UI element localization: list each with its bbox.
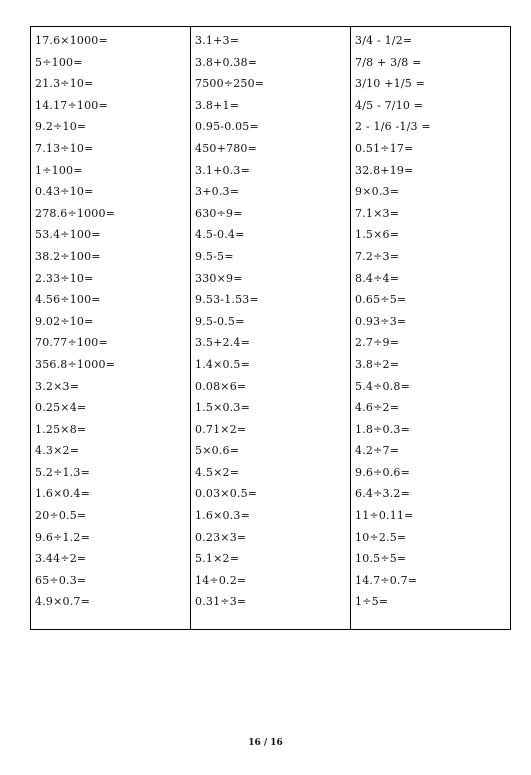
exercise-item: 9.53-1.53=	[195, 293, 259, 307]
exercise-item: 4.2÷7=	[355, 444, 400, 458]
exercise-item: 65÷0.3=	[35, 573, 87, 587]
exercise-item: 9×0.3=	[355, 185, 400, 199]
page-number: 16 / 16	[248, 738, 283, 748]
exercise-item: 38.2÷100=	[35, 249, 101, 263]
exercise-item: 0.51÷17=	[355, 141, 414, 155]
exercise-column-3	[350, 27, 510, 629]
exercise-item: 3.8÷2=	[355, 357, 400, 371]
exercise-item: 32.8+19=	[355, 163, 414, 177]
exercise-column-2	[190, 27, 350, 629]
exercise-item: 2.33÷10=	[35, 271, 94, 285]
exercise-item: 3+0.3=	[195, 185, 240, 199]
exercise-item: 4.5-0.4=	[195, 228, 245, 242]
exercise-item: 450+780=	[195, 141, 258, 155]
exercise-item: 0.95-0.05=	[195, 120, 259, 134]
exercise-item: 70.77÷100=	[35, 336, 108, 350]
exercise-item: 356.8÷1000=	[35, 357, 116, 371]
exercise-item: 3.1+3=	[195, 34, 240, 47]
exercise-item: 10.5÷5=	[355, 552, 407, 566]
exercise-item: 3/10 +1/5 =	[355, 77, 426, 91]
exercise-item: 9.6÷0.6=	[355, 465, 411, 479]
exercise-item: 7500÷250=	[195, 77, 265, 91]
exercise-item: 10÷2.5=	[355, 530, 407, 544]
exercise-item: 3.5+2.4=	[195, 336, 251, 350]
exercise-item: 0.43÷10=	[35, 185, 94, 199]
exercise-item: 20÷0.5=	[35, 509, 87, 523]
exercise-item: 8.4÷4=	[355, 271, 400, 285]
exercise-item: 278.6÷1000=	[35, 206, 116, 220]
exercise-item: 2.7÷9=	[355, 336, 400, 350]
exercise-item: 9.2÷10=	[35, 120, 87, 134]
exercise-item: 1.8÷0.3=	[355, 422, 411, 436]
exercise-item: 4.56÷100=	[35, 293, 101, 307]
exercise-item: 9.6÷1.2=	[35, 530, 91, 544]
exercise-item: 0.31÷3=	[195, 595, 247, 609]
exercise-item: 2 - 1/6 -1/3 =	[355, 120, 431, 134]
exercise-item: 1÷100=	[35, 163, 83, 177]
exercise-item: 1.4×0.5=	[195, 357, 251, 371]
exercise-item: 0.03×0.5=	[195, 487, 258, 501]
exercise-item: 11÷0.11=	[355, 509, 414, 523]
exercise-item: 1.6×0.3=	[195, 509, 251, 523]
exercise-item: 53.4÷100=	[35, 228, 101, 242]
exercise-item: 9.5-0.5=	[195, 314, 245, 328]
exercise-item: 7/8 + 3/8 =	[355, 55, 422, 69]
exercise-item: 3.44÷2=	[35, 552, 87, 566]
exercise-item: 0.65÷5=	[355, 293, 407, 307]
exercise-item: 3.2×3=	[35, 379, 80, 393]
exercise-item: 7.2÷3=	[355, 249, 400, 263]
exercise-item: 3.1+0.3=	[195, 163, 251, 177]
exercise-item: 4/5 - 7/10 =	[355, 98, 424, 112]
exercise-item: 5×0.6=	[195, 444, 240, 458]
exercise-item: 0.08×6=	[195, 379, 247, 393]
exercise-item: 5.4÷0.8=	[355, 379, 411, 393]
exercise-item: 1.6×0.4=	[35, 487, 91, 501]
exercise-item: 5.2÷1.3=	[35, 465, 91, 479]
exercise-item: 14÷0.2=	[195, 573, 247, 587]
exercise-item: 1.5×0.3=	[195, 401, 251, 415]
exercise-item: 14.17÷100=	[35, 98, 108, 112]
exercise-table	[30, 26, 511, 630]
exercise-item: 630÷9=	[195, 206, 243, 220]
exercise-item: 7.13÷10=	[35, 141, 94, 155]
exercise-item: 4.9×0.7=	[35, 595, 91, 609]
exercise-item: 7.1×3=	[355, 206, 400, 220]
exercise-item: 3/4 - 1/2=	[355, 34, 413, 47]
exercise-item: 3.8+0.38=	[195, 55, 258, 69]
exercise-item: 1.5×6=	[355, 228, 400, 242]
exercise-item: 4.6÷2=	[355, 401, 400, 415]
exercise-item: 0.23×3=	[195, 530, 247, 544]
exercise-item: 5.1×2=	[195, 552, 240, 566]
exercise-column-1	[31, 27, 190, 629]
exercise-item: 3.8+1=	[195, 98, 240, 112]
exercise-item: 1÷5=	[355, 595, 389, 609]
exercise-item: 14.7÷0.7=	[355, 573, 418, 587]
exercise-item: 9.02÷10=	[35, 314, 94, 328]
exercise-item: 1.25×8=	[35, 422, 87, 436]
exercise-item: 5÷100=	[35, 55, 83, 69]
exercise-item: 17.6×1000=	[35, 34, 108, 47]
exercise-item: 0.93÷3=	[355, 314, 407, 328]
exercise-item: 9.5-5=	[195, 249, 234, 263]
exercise-item: 330×9=	[195, 271, 243, 285]
exercise-item: 21.3÷10=	[35, 77, 94, 91]
exercise-item: 0.25×4=	[35, 401, 87, 415]
exercise-item: 4.5×2=	[195, 465, 240, 479]
exercise-item: 4.3×2=	[35, 444, 80, 458]
exercise-item: 6.4÷3.2=	[355, 487, 411, 501]
exercise-item: 0.71×2=	[195, 422, 247, 436]
